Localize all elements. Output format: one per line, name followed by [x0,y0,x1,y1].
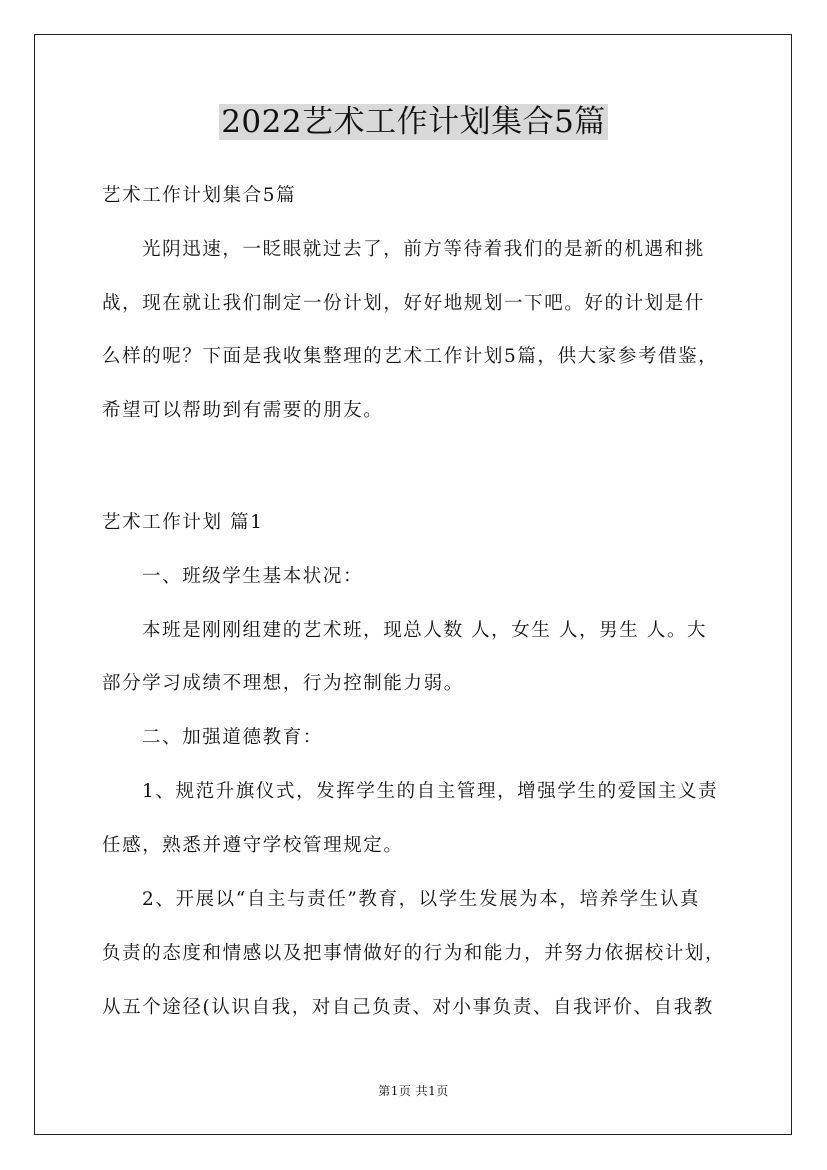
section2-heading: 二、加强道德教育： [142,727,323,748]
intro-line: 么样的呢？下面是我收集整理的艺术工作计划5篇，供大家参考借鉴， [102,346,719,367]
section1-heading: 一、班级学生基本状况： [142,566,364,587]
intro-line: 战，现在就让我们制定一份计划，好好地规划一下吧。好的计划是什 [102,293,706,314]
section-heading: 艺术工作计划 篇1 [102,512,264,533]
section1-line: 部分学习成绩不理想，行为控制能力弱。 [102,673,464,694]
intro-line: 希望可以帮助到有需要的朋友。 [102,400,384,421]
item1-line: 1、规范升旗仪式，发挥学生的自主管理，增强学生的爱国主义责 [142,781,719,802]
item2-line: 2、开展以“自主与责任”教育，以学生发展为本，培养学生认真 [142,889,701,910]
item2-line: 从五个途径(认识自我，对自己负责、对小事负责、自我评价、自我教 [102,997,714,1018]
page-footer: 第1页 共1页 [378,1084,449,1098]
subtitle: 艺术工作计划集合5篇 [102,185,297,206]
section1-line: 本班是刚刚组建的艺术班，现总人数 人，女生 人，男生 人。大 [142,620,708,641]
item1-line: 任感，熟悉并遵守学校管理规定。 [102,835,404,856]
intro-line: 光阴迅速，一眨眼就过去了，前方等待着我们的是新的机遇和挑 [142,239,705,260]
item2-line: 负责的态度和情感以及把事情做好的行为和能力，并努力依据校计划， [102,943,726,964]
title-text: 2022艺术工作计划集合5篇 [221,104,606,140]
document-title [0,100,827,144]
